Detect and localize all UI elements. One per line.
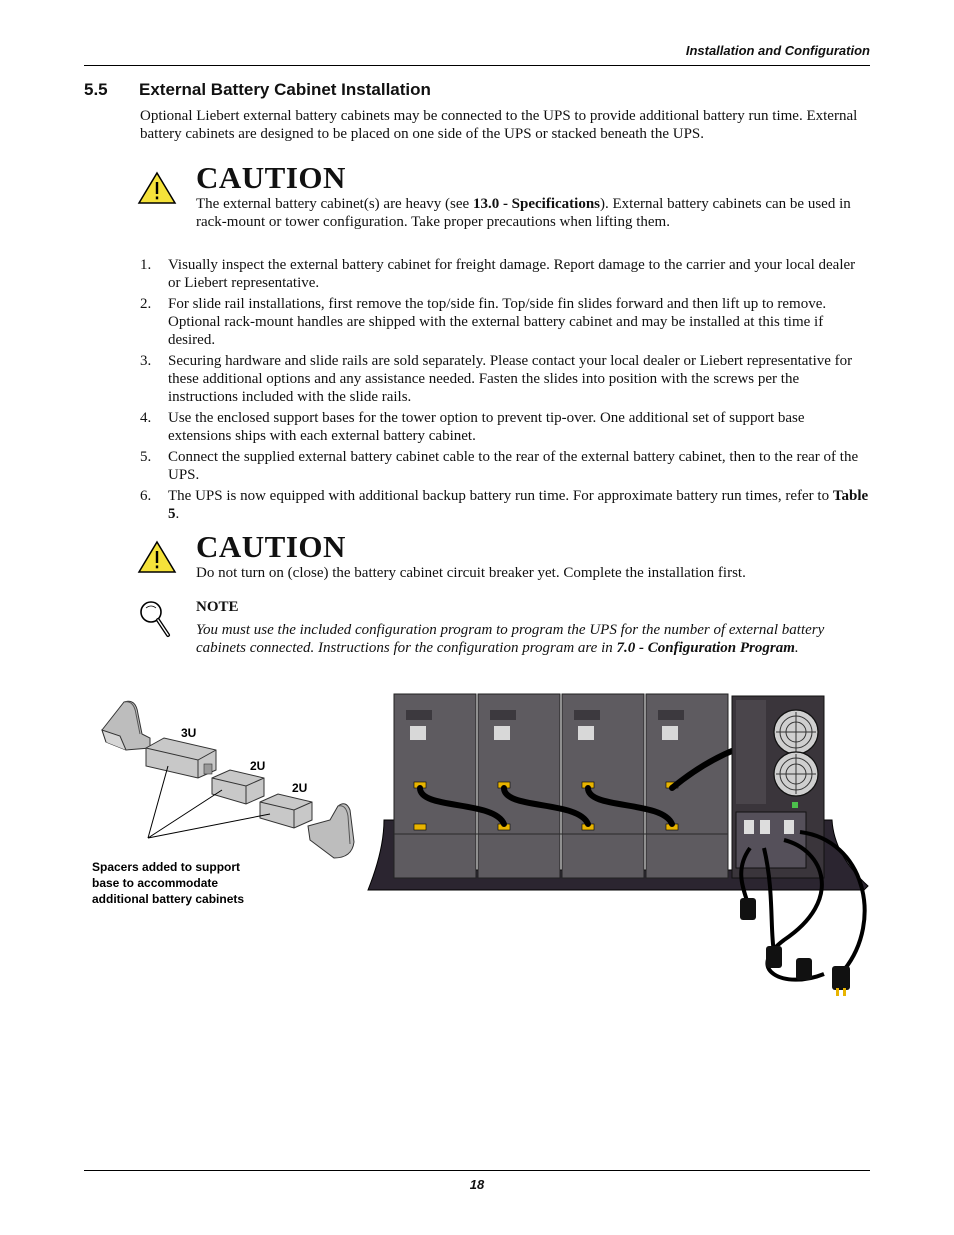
spacer-callout-line: additional battery cabinets: [92, 892, 245, 906]
note-text: You must use the included configuration program to program the UPS for the number of external battery cabinets connected. Instructions for the configuration program are in 7.0 - Configuration Program.: [196, 622, 825, 656]
configuration-program-reference: 7.0 - Configuration Program: [616, 640, 795, 656]
step-item: 1. Visually inspect the external battery cabinet for freight damage. Report damage to the carrier and your local dealer or Liebert representative.: [140, 257, 856, 291]
caution-text: The external battery cabinet(s) are heavy (see 13.0 - Specifications). External battery cabinets can be used in rack-mount or tower configuration. Take proper precautions when lifting them.: [196, 196, 851, 230]
footer-rule: [84, 1170, 870, 1171]
magnifying-glass-icon: [137, 599, 173, 641]
running-header: Installation and Configuration: [685, 43, 870, 58]
intro-paragraph: Optional Liebert external battery cabinets may be connected to the UPS to provide additional battery run time. External battery cabinets are designed to be placed on one side of the UPS or stacked beneath the UPS.: [140, 108, 858, 142]
page-number: 18: [469, 1177, 485, 1192]
caution-heading: CAUTION: [196, 160, 346, 195]
spacer-label: 3U: [181, 726, 197, 740]
step-item: 3. Securing hardware and slide rails are sold separately. Please contact your local dealer or Liebert representative for these additional options and any assistance needed. Fasten the slides into position with the screws per the instructions included with the slide rails.: [140, 353, 853, 405]
step-item: 6. The UPS is now equipped with additional backup battery run time. For approximate battery run times, refer to Table 5.: [140, 488, 869, 522]
warning-triangle-icon: [137, 540, 177, 574]
step-item: 4. Use the enclosed support bases for the tower option to prevent tip-over. One additional set of support base extensions ships with each external battery cabinet.: [140, 410, 805, 444]
table-reference: Table 5: [168, 488, 869, 522]
section-number: 5.5: [84, 80, 108, 99]
caution-heading: CAUTION: [196, 529, 346, 564]
warning-triangle-icon: [137, 171, 177, 205]
installation-steps: [140, 256, 870, 526]
support-base-illustration: [102, 701, 354, 858]
step-item: 5. Connect the supplied external battery cabinet cable to the rear of the external battery cabinet, then to the rear of the UPS.: [140, 449, 859, 483]
note-label: NOTE: [196, 599, 239, 615]
spacer-label: 2U: [292, 781, 308, 795]
spacer-label: 2U: [250, 759, 266, 773]
ups-with-battery-cabinets: [368, 694, 868, 996]
caution-text: Do not turn on (close) the battery cabinet circuit breaker yet. Complete the installation first.: [196, 565, 746, 581]
specifications-reference: 13.0 - Specifications: [472, 196, 601, 212]
battery-cabinet-figure: [84, 690, 874, 1010]
spacer-callout-line: base to accommodate: [92, 876, 219, 890]
section-title: External Battery Cabinet Installation: [139, 80, 431, 99]
header-rule: [84, 65, 870, 66]
step-item: 2. For slide rail installations, first remove the top/side fin. Top/side fin slides forward and then lift up to remove. Optional rack-mount handles are shipped with the external battery cabinet and may be installed at this time if desired.: [140, 296, 827, 348]
spacer-callout-line: Spacers added to support: [92, 860, 241, 874]
